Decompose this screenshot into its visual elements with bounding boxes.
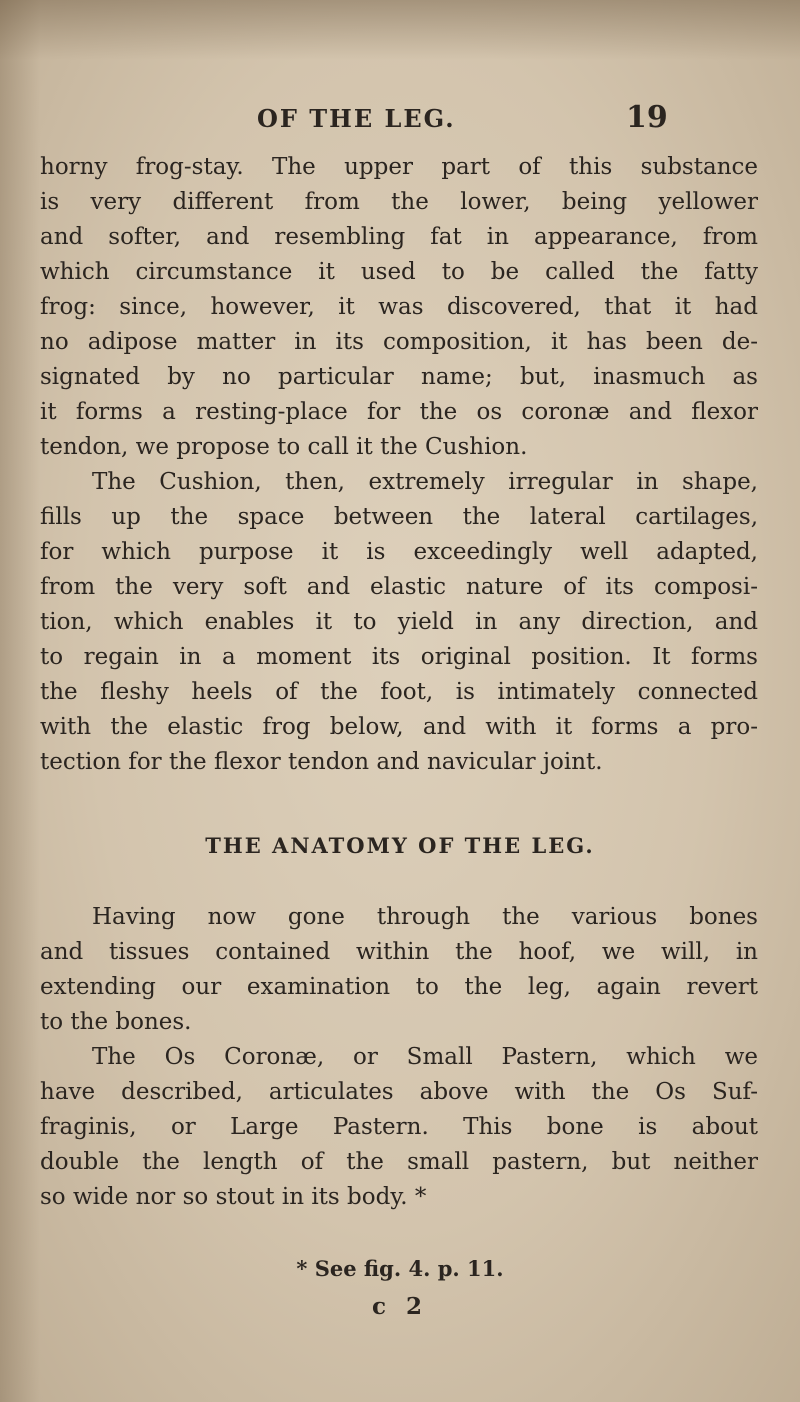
text-line: tection for the flexor tendon and navicular joint. xyxy=(40,749,603,775)
text-line: the fleshy heels of the foot, is intimately connected xyxy=(40,679,758,705)
paragraph-leg-anatomy xyxy=(40,900,758,1215)
running-head-title: OF THE LEG. xyxy=(257,104,456,133)
text-line: to regain in a moment its original position. It forms xyxy=(40,644,758,670)
footnote: * See fig. 4. p. 11. xyxy=(296,1256,504,1281)
text-line: fraginis, or Large Pastern. This bone is about xyxy=(40,1114,758,1140)
text-line: double the length of the small pastern, but neither xyxy=(40,1149,758,1175)
text-line: tion, which enables it to yield in any direction, and xyxy=(40,609,758,635)
text-line: signated by no particular name; but, inasmuch as xyxy=(40,364,758,390)
text-line: and softer, and resembling fat in appearance, from xyxy=(40,224,758,250)
text-line: to the bones. xyxy=(40,1009,192,1035)
text-line: which circumstance it used to be called the fatty xyxy=(40,259,758,285)
text-line: is very different from the lower, being yellower xyxy=(40,189,758,215)
text-line: and tissues contained within the hoof, we will, in xyxy=(40,939,758,965)
text-line: horny frog-stay. The upper part of this substance xyxy=(40,154,758,180)
text-line: no adipose matter in its composition, it has been de- xyxy=(40,329,758,355)
page-edge-shadow-left xyxy=(0,0,40,1402)
text-line: extending our examination to the leg, again revert xyxy=(40,974,758,1000)
text-line: Having now gone through the various bones xyxy=(92,904,758,930)
text-line: have described, articulates above with the Os Suf- xyxy=(40,1079,758,1105)
signature-mark: c 2 xyxy=(371,1293,428,1320)
text-line: it forms a resting-place for the os coronæ and flexor xyxy=(40,399,758,425)
page-edge-shadow-top xyxy=(0,0,800,60)
text-line: fills up the space between the lateral cartilages, xyxy=(40,504,758,530)
section-heading: THE ANATOMY OF THE LEG. xyxy=(205,833,595,858)
running-head xyxy=(0,100,800,140)
page-number: 19 xyxy=(626,100,668,135)
text-line: The Cushion, then, extremely irregular in shape, xyxy=(92,469,758,495)
text-line: frog: since, however, it was discovered, that it had xyxy=(40,294,758,320)
paragraph-cushion-intro xyxy=(40,150,758,780)
text-line: from the very soft and elastic nature of its composi- xyxy=(40,574,758,600)
text-line: for which purpose it is exceedingly well adapted, xyxy=(40,539,758,565)
text-line: with the elastic frog below, and with it forms a pro- xyxy=(40,714,758,740)
text-line: The Os Coronæ, or Small Pastern, which we xyxy=(92,1044,758,1070)
text-line: tendon, we propose to call it the Cushion. xyxy=(40,434,528,460)
text-line: so wide nor so stout in its body. * xyxy=(40,1184,427,1210)
